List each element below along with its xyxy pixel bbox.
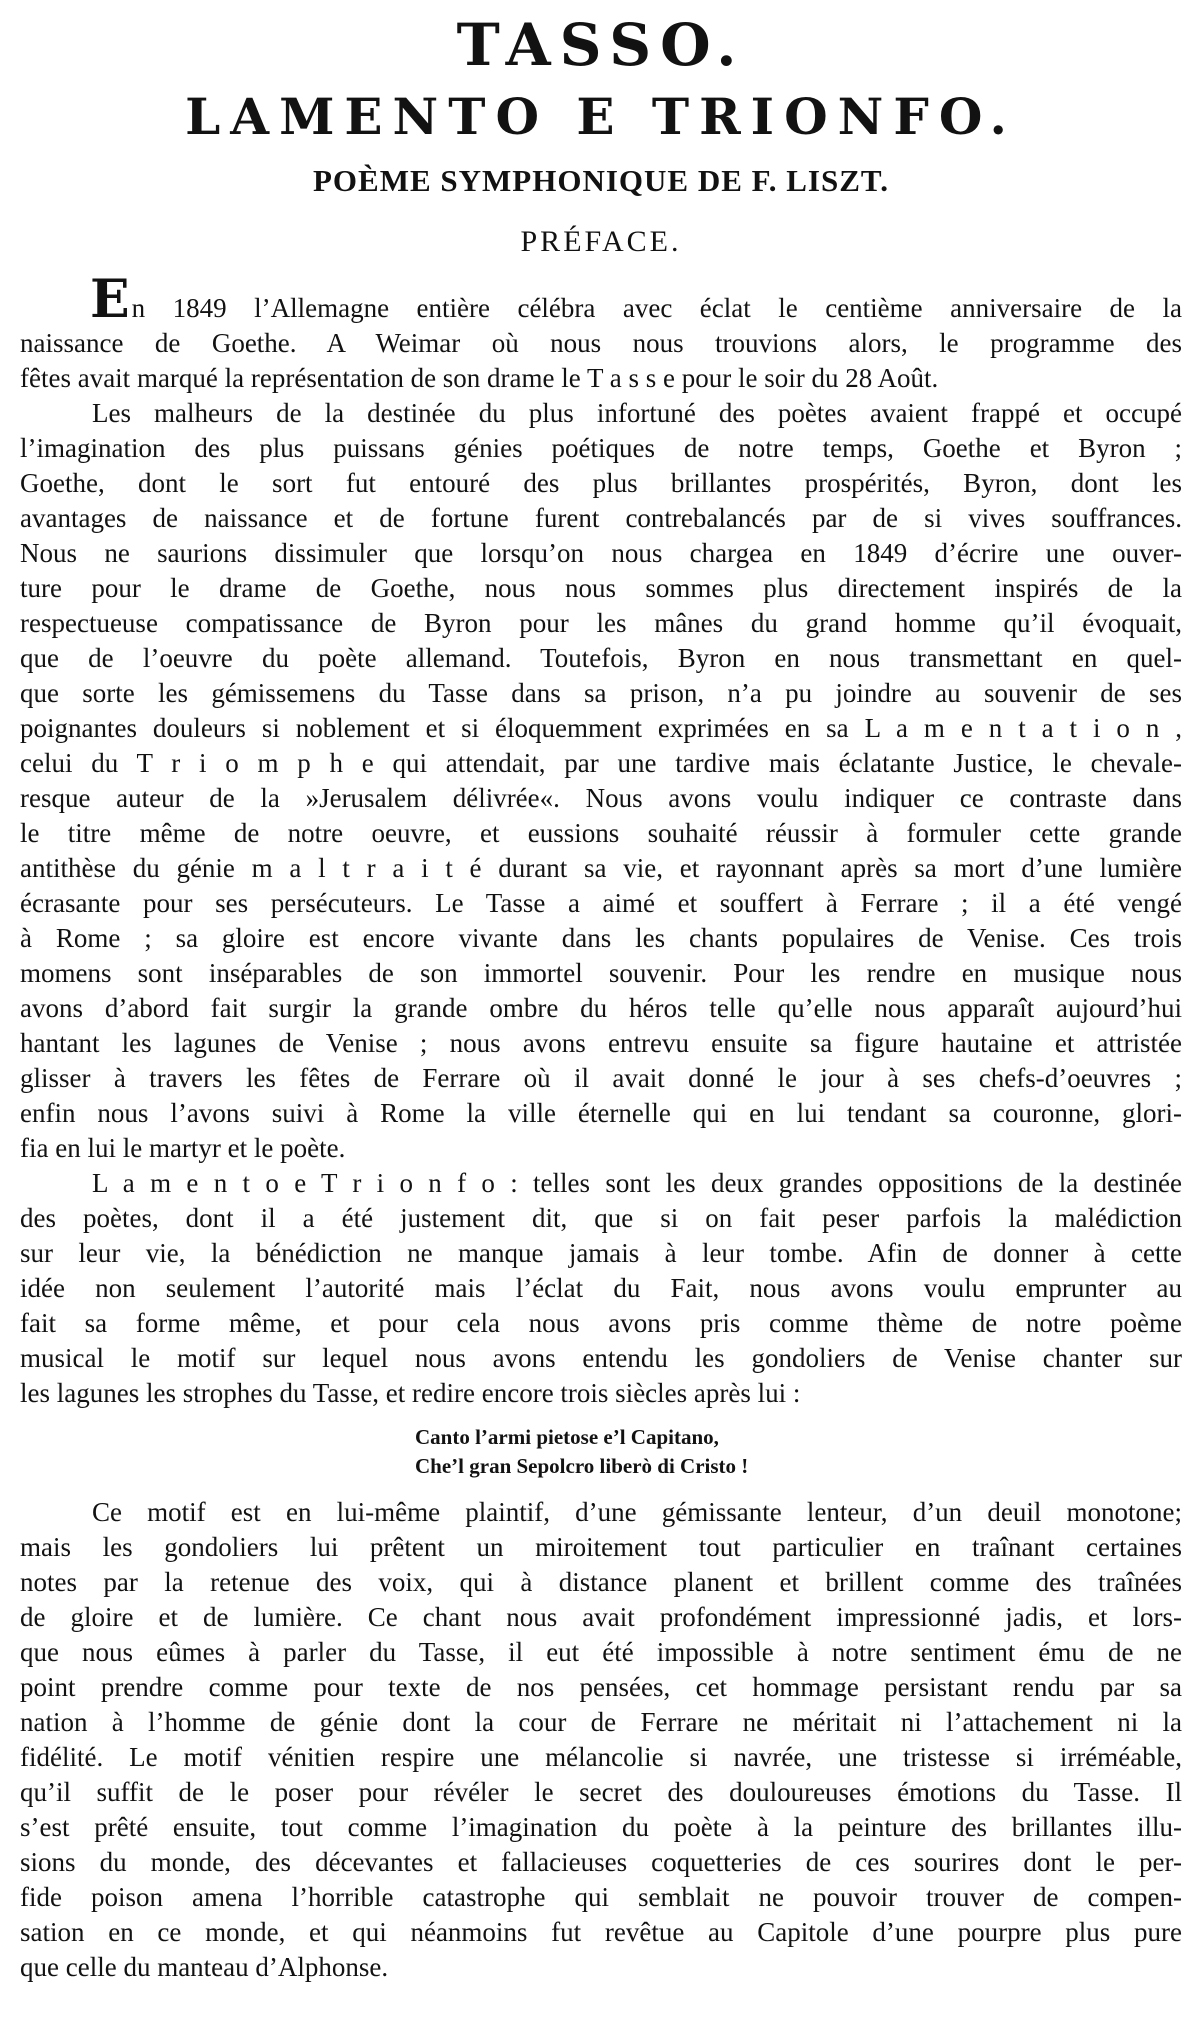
text-line: momens sont inséparables de son immortel souvenir. Pour les rendre en musique nous xyxy=(20,958,1182,988)
text-line: L a m e n t o e T r i o n f o : telles sont les deux grandes oppositions de la destinée xyxy=(92,1168,1182,1198)
text-line: fêtes avait marqué la représentation de son drame le T a s s e pour le soir du 28 Août. xyxy=(20,363,939,393)
text-line: que nous eûmes à parler du Tasse, il eut été impossible à notre sentiment ému de ne xyxy=(20,1637,1182,1667)
text-line: avantages de naissance et de fortune furent contrebalancés par de si vives souffrances. xyxy=(20,503,1182,533)
text-line: que sorte les gémissemens du Tasse dans sa prison, n’a pu joindre au souvenir de ses xyxy=(20,678,1182,708)
text-line: musical le motif sur lequel nous avons entendu les gondoliers de Venise chanter sur xyxy=(20,1343,1182,1373)
text-line: enfin nous l’avons suivi à Rome la ville éternelle qui en lui tendant sa couronne, glori- xyxy=(20,1098,1182,1128)
text-line: s’est prêté ensuite, tout comme l’imagination du poète à la peinture des brillantes illu- xyxy=(20,1812,1182,1842)
text-line: respectueuse compatissance de Byron pour les mânes du grand homme qu’il évoquait, xyxy=(20,608,1182,638)
text-line: Les malheurs de la destinée du plus infortuné des poètes avaient frappé et occupé xyxy=(92,398,1182,428)
text-line-content: n 1849 l’Allemagne entière célébra avec éclat le centième anniversaire de la xyxy=(131,293,1182,323)
work-title: TASSO. xyxy=(456,11,746,79)
text-line: nation à l’homme de génie dont la cour de Ferrare ne méritait ni l’attachement ni la xyxy=(20,1707,1182,1737)
verse-line: Canto l’armi pietose e’l Capitano, xyxy=(415,1425,719,1449)
work-subtitle: LAMENTO E TRIONFO. xyxy=(185,87,1017,146)
text-line: naissance de Goethe. A Weimar où nous nous trouvions alors, le programme des xyxy=(20,328,1182,358)
text-line: fidélité. Le motif vénitien respire une mélancolie si navrée, une tristesse si irréméable, xyxy=(20,1742,1182,1772)
text-line: l’imagination des plus puissans génies poétiques de notre temps, Goethe et Byron ; xyxy=(20,433,1182,463)
text-line: idée non seulement l’autorité mais l’éclat du Fait, nous avons voulu emprunter au xyxy=(20,1273,1182,1303)
text-line: fait sa forme même, et pour cela nous avons pris comme thème de notre poème xyxy=(20,1308,1182,1338)
text-line: avons d’abord fait surgir la grande ombre du héros telle qu’elle nous apparaît aujourd’hui xyxy=(20,993,1182,1023)
preface-text xyxy=(20,269,1182,1985)
text-line: mais les gondoliers lui prêtent un miroitement tout particulier en traînant certaines xyxy=(20,1532,1182,1562)
text-line: écrasante pour ses persécuteurs. Le Tasse a aimé et souffert à Ferrare ; il a été vengé xyxy=(20,888,1182,918)
text-line: de gloire et de lumière. Ce chant nous avait profondément impressionné jadis, et lors- xyxy=(20,1602,1182,1632)
text-line: que de l’oeuvre du poète allemand. Toutefois, Byron en nous transmettant en quel- xyxy=(20,643,1182,673)
text-line: que celle du manteau d’Alphonse. xyxy=(20,1952,389,1982)
paragraph xyxy=(20,396,1182,1166)
text-line: sur leur vie, la bénédiction ne manque jamais à leur tombe. Afin de donner à cette xyxy=(20,1238,1182,1268)
paragraph xyxy=(20,1495,1182,1985)
text-line: ture pour le drame de Goethe, nous nous sommes plus directement inspirés de la xyxy=(20,573,1182,603)
text-line: à Rome ; sa gloire est encore vivante dans les chants populaires de Venise. Ces trois xyxy=(20,923,1182,953)
text-line: notes par la retenue des voix, qui à distance planent et brillent comme des traînées xyxy=(20,1567,1182,1597)
text-line: sions du monde, des décevantes et fallacieuses coquetteries de ces sourires dont le per- xyxy=(20,1847,1182,1877)
raised-initial: E xyxy=(90,269,132,330)
text-line: resque auteur de la »Jerusalem délivrée«. Nous avons voulu indiquer ce contraste dans xyxy=(20,783,1182,813)
text-line: le titre même de notre oeuvre, et eussions souhaité réussir à formuler cette grande xyxy=(20,818,1182,848)
verse-quote xyxy=(415,1423,1182,1481)
text-line: glisser à travers les fêtes de Ferrare où il avait donné le jour à ses chefs-d’oeuvres ; xyxy=(20,1063,1182,1093)
text-line: fia en lui le martyr et le poète. xyxy=(20,1133,346,1163)
text-line: hantant les lagunes de Venise ; nous avons entrevu ensuite sa figure hautaine et attristée xyxy=(20,1028,1182,1058)
text-line: les lagunes les strophes du Tasse, et redire encore trois siècles après lui : xyxy=(20,1378,801,1408)
text-line: Nous ne saurions dissimuler que lorsqu’on nous chargea en 1849 d’écrire une ouver- xyxy=(20,538,1182,568)
paragraph xyxy=(20,269,1182,396)
text-line: antithèse du génie m a l t r a i t é durant sa vie, et rayonnant après sa mort d’une lumière xyxy=(20,853,1182,883)
paragraph xyxy=(20,1166,1182,1411)
text-line: fide poison amena l’horrible catastrophe qui semblait ne pouvoir trouver de compen- xyxy=(20,1882,1182,1912)
text-line: celui du T r i o m p h e qui attendait, par une tardive mais éclatante Justice, le chevale- xyxy=(20,748,1182,778)
text-line xyxy=(20,269,1182,330)
text-line: Goethe, dont le sort fut entouré des plus brillantes prospérités, Byron, dont les xyxy=(20,468,1182,498)
work-attribution: POÈME SYMPHONIQUE DE F. LISZT. xyxy=(312,163,890,198)
text-line: sation en ce monde, et qui néanmoins fut revêtue au Capitole d’une pourpre plus pure xyxy=(20,1917,1182,1947)
text-line: Ce motif est en lui-même plaintif, d’une gémissante lenteur, d’un deuil monotone; xyxy=(92,1497,1182,1527)
text-line: qu’il suffit de le poser pour révéler le secret des douloureuses émotions du Tasse. Il xyxy=(20,1777,1182,1807)
text-line: des poètes, dont il a été justement dit, que si on fait peser parfois la malédiction xyxy=(20,1203,1182,1233)
section-heading: PRÉFACE. xyxy=(520,225,682,258)
text-line: poignantes douleurs si noblement et si éloquemment exprimées en sa L a m e n t a t i o n , xyxy=(20,713,1182,743)
title-block xyxy=(20,11,1182,258)
verse-line: Che’l gran Sepolcro liberò di Cristo ! xyxy=(415,1454,749,1478)
text-line: point prendre comme pour texte de nos pensées, cet hommage persistant rendu par sa xyxy=(20,1672,1182,1702)
